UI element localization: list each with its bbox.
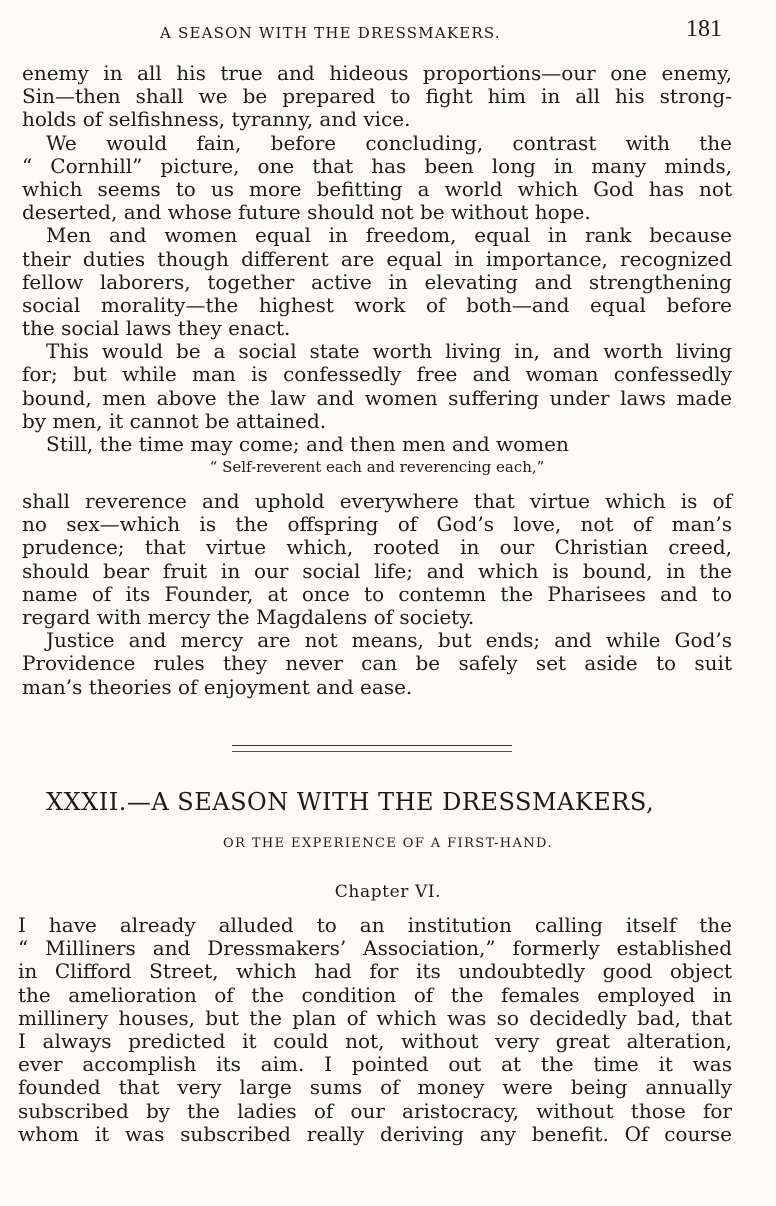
text-line: for; but while man is confessedly free and woman confessedly (22, 362, 732, 387)
text-line: fellow laborers, together active in elevating and strengthening (22, 269, 732, 294)
text-line: ever accomplish its aim. I pointed out at the time it was (18, 1052, 732, 1077)
text-line: name of its Founder, at once to contemn the Pharisees and to (22, 581, 732, 606)
text-line: social morality—the highest work of both—and equal before (22, 292, 732, 317)
text-line: enemy in all his true and hideous proportions—our one enemy, (22, 61, 732, 85)
text-line: their duties though different are equal in importance, recognized (22, 246, 732, 271)
text-line: Providence rules they never can be safely set aside to suit (22, 651, 732, 676)
text-line: man’s theories of enjoyment and ease. (22, 674, 413, 699)
text-line: We would fain, before concluding, contrast with the (46, 130, 732, 155)
text-line: should bear fruit in our social life; and which is bound, in the (22, 558, 732, 583)
text-line: holds of selfishness, tyranny, and vice. (22, 107, 411, 132)
quoted-verse: “ Self-reverent each and reverencing each,” (209, 458, 545, 477)
text-line: by men, it cannot be attained. (22, 408, 327, 433)
text-line: shall reverence and uphold everywhere that virtue which is of (22, 489, 732, 513)
text-line: no sex—which is the offspring of God’s love, not of man’s (22, 512, 732, 537)
text-line: Sin—then shall we be prepared to fight him in all his strong- (22, 84, 732, 109)
chapter-heading: Chapter VI. (334, 882, 442, 902)
text-line: I always predicted it could not, without very great alteration, (18, 1028, 732, 1053)
closing-text-block (22, 62, 732, 479)
article-title: XXXII.—A SEASON WITH THE DRESSMAKERS, (46, 788, 655, 816)
text-line: millinery houses, but the plan of which was so decidedly bad, that (18, 1005, 732, 1030)
closing-text-block-continued (22, 490, 732, 699)
text-line: This would be a social state worth living in, and worth living (46, 339, 732, 364)
text-line: founded that very large sums of money were being annually (18, 1075, 732, 1100)
text-line: bound, men above the law and women suffering under laws made (22, 385, 732, 410)
text-line: the amelioration of the condition of the females employed in (18, 982, 732, 1007)
page-number: 181 (686, 16, 722, 42)
running-title: A SEASON WITH THE DRESSMAKERS. (160, 24, 501, 42)
text-line: whom it was subscribed really deriving any benefit. Of course (18, 1121, 732, 1146)
text-line: Men and women equal in freedom, equal in rank because (46, 223, 732, 248)
chapter-text-block (18, 914, 732, 1146)
text-line: which seems to us more befitting a world which God has not (22, 176, 732, 201)
running-head (0, 16, 776, 50)
text-line: subscribed by the ladies of our aristocracy, without those for (18, 1098, 732, 1123)
article-subtitle: OR THE EXPERIENCE OF A FIRST-HAND. (223, 836, 553, 851)
text-line: Justice and mercy are not means, but ends; and while God’s (46, 628, 732, 653)
text-line: prudence; that virtue which, rooted in our Christian creed, (22, 535, 732, 560)
section-divider-rule (232, 745, 512, 752)
text-line: the social laws they enact. (22, 316, 291, 341)
text-line: I have already alluded to an institution calling itself the (18, 913, 732, 937)
text-line: deserted, and whose future should not be without hope. (22, 200, 591, 225)
text-line: “ Cornhill” picture, one that has been long in many minds, (22, 153, 732, 178)
text-line: regard with mercy the Magdalens of society. (22, 604, 475, 629)
text-line: Still, the time may come; and then men and women (46, 432, 569, 456)
text-line: in Clifford Street, which had for its undoubtedly good object (18, 959, 732, 984)
text-line: “ Milliners and Dressmakers’ Association,” formerly established (18, 936, 732, 961)
